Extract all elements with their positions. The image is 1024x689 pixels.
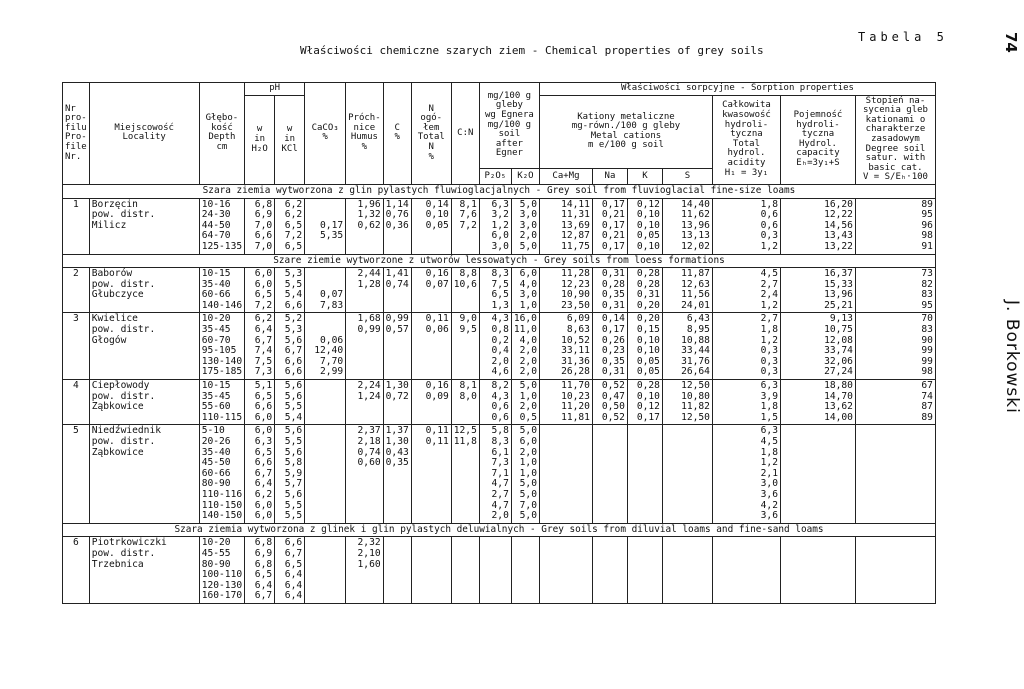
header-carbon: C % (383, 83, 411, 185)
cell-humus: 1,96 1,32 0,62 (346, 198, 384, 254)
cell-cn: 8,8 10,6 (451, 268, 479, 313)
cell-locality: Piotrkowiczki pow. distr. Trzebnica (89, 537, 199, 604)
cell-locality: Niedźwiednik pow. distr. Ząbkowice (89, 425, 199, 523)
cell-na: 0,14 0,17 0,26 0,23 0,35 0,31 (592, 313, 627, 380)
cell-k (627, 425, 662, 523)
cell-k (627, 537, 662, 604)
cell-ph-kcl: 5,2 5,3 5,6 6,7 6,6 6,6 (275, 313, 305, 380)
cell-p2o5: 5,8 8,3 6,1 7,3 7,1 4,7 2,7 4,7 2,0 (479, 425, 511, 523)
table-body (63, 184, 936, 603)
cell-locality: Ciepłowody pow. distr. Ząbkowice (89, 380, 199, 425)
cell-ca-mg: 11,70 10,23 11,20 11,81 (539, 380, 592, 425)
cell-nr: 1 (63, 198, 90, 254)
cell-locality: Baborów pow. distr. Głubczyce (89, 268, 199, 313)
cell-locality: Borzęcin pow. distr. Milicz (89, 198, 199, 254)
cell-caco3: 0,07 7,83 (305, 268, 346, 313)
cell-ca-mg: 6,09 8,63 10,52 33,11 31,36 26,28 (539, 313, 592, 380)
cell-v (855, 425, 935, 523)
cell-n: 0,11 0,06 (411, 313, 451, 380)
cell-caco3 (305, 425, 346, 523)
cell-v: 89 95 96 98 91 (855, 198, 935, 254)
cell-nr: 6 (63, 537, 90, 604)
cell-eh: 16,20 12,22 14,56 13,43 13,22 (780, 198, 855, 254)
cell-humus: 2,24 1,24 (346, 380, 384, 425)
header-na: Na (592, 168, 627, 184)
cell-locality: Kwielice pow. distr. Głogów (89, 313, 199, 380)
cell-humus: 2,32 2,10 1,60 (346, 537, 384, 604)
cell-na (592, 537, 627, 604)
cell-eh: 18,80 14,70 13,62 14,00 (780, 380, 855, 425)
section-title: Szara ziemia wytworzona z glinek i glin pylastych deluwialnych - Grey soils from diluvial loams and fine-sand loams (63, 523, 936, 537)
section-title: Szare ziemie wytworzone z utworów lessowatych - Grey soils from loess formations (63, 254, 936, 268)
cell-humus: 1,68 0,99 (346, 313, 384, 380)
cell-eh: 9,13 10,75 12,08 33,74 32,06 27,24 (780, 313, 855, 380)
cell-ph-h2o: 6,0 6,3 6,5 6,6 6,7 6,4 6,2 6,0 6,0 (245, 425, 275, 523)
cell-k: 0,28 0,10 0,12 0,17 (627, 380, 662, 425)
table-row (63, 313, 936, 380)
cell-k2o: 5,0 1,0 2,0 0,5 (511, 380, 539, 425)
cell-c: 1,37 1,30 0,43 0,35 (383, 425, 411, 523)
cell-k: 0,12 0,10 0,10 0,05 0,10 (627, 198, 662, 254)
cell-k2o: 16,0 11,0 4,0 2,0 2,0 2,0 (511, 313, 539, 380)
cell-cn: 8,1 8,0 (451, 380, 479, 425)
table-row (63, 198, 936, 254)
cell-n: 0,16 0,09 (411, 380, 451, 425)
cell-h1: 6,3 3,9 1,8 1,5 (712, 380, 780, 425)
cell-caco3: 0,06 12,40 7,70 2,99 (305, 313, 346, 380)
cell-n: 0,14 0,10 0,05 (411, 198, 451, 254)
cell-p2o5: 8,2 4,3 0,6 0,6 (479, 380, 511, 425)
header-p2o5: P₂O₅ (479, 168, 511, 184)
cell-k: 0,20 0,15 0,10 0,10 0,05 0,05 (627, 313, 662, 380)
author-name: J. Borkowski (1002, 300, 1022, 414)
cell-c: 0,99 0,57 (383, 313, 411, 380)
cell-eh: 16,37 15,33 13,96 25,21 (780, 268, 855, 313)
header-caco3: CaCO₃ % (305, 83, 346, 185)
cell-ph-h2o: 6,2 6,4 6,7 7,4 7,5 7,3 (245, 313, 275, 380)
cell-depth: 10-15 35-40 60-66 140-146 (199, 268, 244, 313)
cell-v: 67 74 87 89 (855, 380, 935, 425)
cell-c: 1,41 0,74 (383, 268, 411, 313)
cell-c: 1,14 0,76 0,36 (383, 198, 411, 254)
cell-ph-kcl: 6,2 6,2 6,5 7,2 6,5 (275, 198, 305, 254)
cell-cn: 12,5 11,8 (451, 425, 479, 523)
cell-na: 0,52 0,47 0,50 0,52 (592, 380, 627, 425)
header-k2o: K₂O (511, 168, 539, 184)
cell-na (592, 425, 627, 523)
cell-n: 0,16 0,07 (411, 268, 451, 313)
cell-k2o: 5,0 6,0 2,0 1,0 1,0 5,0 5,0 7,0 5,0 (511, 425, 539, 523)
cell-s: 14,40 11,62 13,96 13,13 12,02 (662, 198, 712, 254)
cell-caco3 (305, 537, 346, 604)
cell-nr: 3 (63, 313, 90, 380)
cell-depth: 10-20 45-55 80-90 100-110 120-130 160-170 (199, 537, 244, 604)
cell-depth: 10-16 24-30 44-50 64-70 125-135 (199, 198, 244, 254)
cell-cn (451, 537, 479, 604)
cell-depth: 10-20 35-45 60-70 95-105 130-140 175-185 (199, 313, 244, 380)
cell-h1: 6,3 4,5 1,8 1,2 2,1 3,0 3,6 4,2 3,6 (712, 425, 780, 523)
header-metal-cations: Kationy metaliczne mg-równ./100 g gleby Metal cations m e/100 g soil (539, 95, 712, 168)
cell-ph-h2o: 5,1 6,5 6,6 6,0 (245, 380, 275, 425)
cell-c (383, 537, 411, 604)
cell-h1 (712, 537, 780, 604)
header-humus: Próch- nice Humus % (346, 83, 384, 185)
header-k: K (627, 168, 662, 184)
cell-ph-kcl: 6,6 6,7 6,5 6,4 6,4 6,4 (275, 537, 305, 604)
section-row (63, 184, 936, 198)
cell-caco3 (305, 380, 346, 425)
header-nitrogen: N ogó- łem Total N % (411, 83, 451, 185)
cell-n: 0,11 0,11 (411, 425, 451, 523)
header-depth: Głębo- kość Depth cm (199, 83, 244, 185)
cell-depth: 5-10 20-26 35-40 45-50 60-66 80-90 110-116 110-150 140-150 (199, 425, 244, 523)
cell-ph-h2o: 6,8 6,9 7,0 6,6 7,0 (245, 198, 275, 254)
cell-ca-mg (539, 537, 592, 604)
cell-eh (780, 425, 855, 523)
cell-cn: 8,1 7,6 7,2 (451, 198, 479, 254)
cell-ca-mg (539, 425, 592, 523)
cell-s: 11,87 12,63 11,56 24,01 (662, 268, 712, 313)
header-ph-kcl: w in KCl (275, 95, 305, 184)
cell-h1: 2,7 1,8 1,2 0,3 0,3 0,3 (712, 313, 780, 380)
header-base-saturation: Stopień na- sycenia gleb kationami o charakterze zasadowym Degree soil satur. with basic cat. V = S/Eₕ·100 (855, 95, 935, 184)
cell-ph-kcl: 5,3 5,5 5,4 6,6 (275, 268, 305, 313)
cell-n (411, 537, 451, 604)
page-title: Właściwości chemiczne szarych ziem - Chemical properties of grey soils (300, 44, 764, 57)
cell-k2o (511, 537, 539, 604)
cell-ca-mg: 11,28 12,23 10,90 23,50 (539, 268, 592, 313)
header-s: S (662, 168, 712, 184)
cell-p2o5: 6,3 3,2 1,2 6,0 3,0 (479, 198, 511, 254)
cell-v (855, 537, 935, 604)
cell-cn: 9,0 9,5 (451, 313, 479, 380)
header-c-n-ratio: C:N (451, 83, 479, 185)
cell-humus: 2,44 1,28 (346, 268, 384, 313)
cell-h1: 1,8 0,6 0,6 0,3 1,2 (712, 198, 780, 254)
header-hydrolytic-capacity: Pojemność hydroli- tyczna Hydrol. capacity Eₕ=3y₁+S (780, 95, 855, 184)
header-sorption-properties: Właściwości sorpcyjne - Sorption properties (539, 83, 935, 96)
header-egner: mg/100 g gleby wg Egnera mg/100 g soil after Egner (479, 83, 539, 169)
header-locality: Miejscowość Locality (89, 83, 199, 185)
header-ph: pH (245, 83, 305, 96)
cell-ph-h2o: 6,8 6,9 6,8 6,5 6,4 6,7 (245, 537, 275, 604)
section-title: Szara ziemia wytworzona z glin pylastych fluwioglacjalnych - Grey soil from fluvioglacial fine-size loams (63, 184, 936, 198)
cell-p2o5: 4,3 0,8 0,2 0,4 2,0 4,6 (479, 313, 511, 380)
cell-ph-kcl: 5,6 5,5 5,6 5,8 5,9 5,7 5,6 5,5 5,5 (275, 425, 305, 523)
cell-c: 1,30 0,72 (383, 380, 411, 425)
cell-p2o5: 8,3 7,5 6,5 1,3 (479, 268, 511, 313)
cell-ca-mg: 14,11 11,31 13,69 12,87 11,75 (539, 198, 592, 254)
table-row (63, 537, 936, 604)
cell-p2o5 (479, 537, 511, 604)
table-row (63, 380, 936, 425)
table-row (63, 425, 936, 523)
cell-k: 0,28 0,28 0,31 0,20 (627, 268, 662, 313)
cell-v: 73 82 83 95 (855, 268, 935, 313)
cell-nr: 2 (63, 268, 90, 313)
cell-ph-h2o: 6,0 6,0 6,5 7,2 (245, 268, 275, 313)
cell-h1: 4,5 2,7 2,4 1,2 (712, 268, 780, 313)
header-ca-mg: Ca+Mg (539, 168, 592, 184)
section-row (63, 254, 936, 268)
header-profile-nr: Nr pro- filu Pro- file Nr. (63, 83, 90, 185)
cell-s (662, 537, 712, 604)
page-number: 74 (1002, 32, 1020, 53)
cell-ph-kcl: 5,6 5,6 5,5 5,4 (275, 380, 305, 425)
cell-nr: 4 (63, 380, 90, 425)
cell-na: 0,31 0,28 0,35 0,31 (592, 268, 627, 313)
header-ph-h2o: w in H₂O (245, 95, 275, 184)
cell-v: 70 83 90 99 99 98 (855, 313, 935, 380)
cell-na: 0,17 0,21 0,17 0,21 0,17 (592, 198, 627, 254)
chemical-properties-table (62, 82, 936, 604)
cell-s: 6,43 8,95 10,88 33,44 31,76 26,64 (662, 313, 712, 380)
cell-k2o: 5,0 3,0 3,0 2,0 5,0 (511, 198, 539, 254)
cell-depth: 10-15 35-45 55-60 110-115 (199, 380, 244, 425)
table-row (63, 268, 936, 313)
cell-s (662, 425, 712, 523)
cell-eh (780, 537, 855, 604)
cell-k2o: 6,0 4,0 3,0 1,0 (511, 268, 539, 313)
cell-s: 12,50 10,80 11,82 12,50 (662, 380, 712, 425)
cell-humus: 2,37 2,18 0,74 0,60 (346, 425, 384, 523)
header-hydrolytic-acidity: Całkowita kwasowość hydroli- tyczna Total hydrol. acidity H₁ = 3y₁ (712, 95, 780, 184)
cell-caco3: 0,17 5,35 (305, 198, 346, 254)
table-number: Tabela 5 (858, 30, 948, 44)
cell-nr: 5 (63, 425, 90, 523)
section-row (63, 523, 936, 537)
